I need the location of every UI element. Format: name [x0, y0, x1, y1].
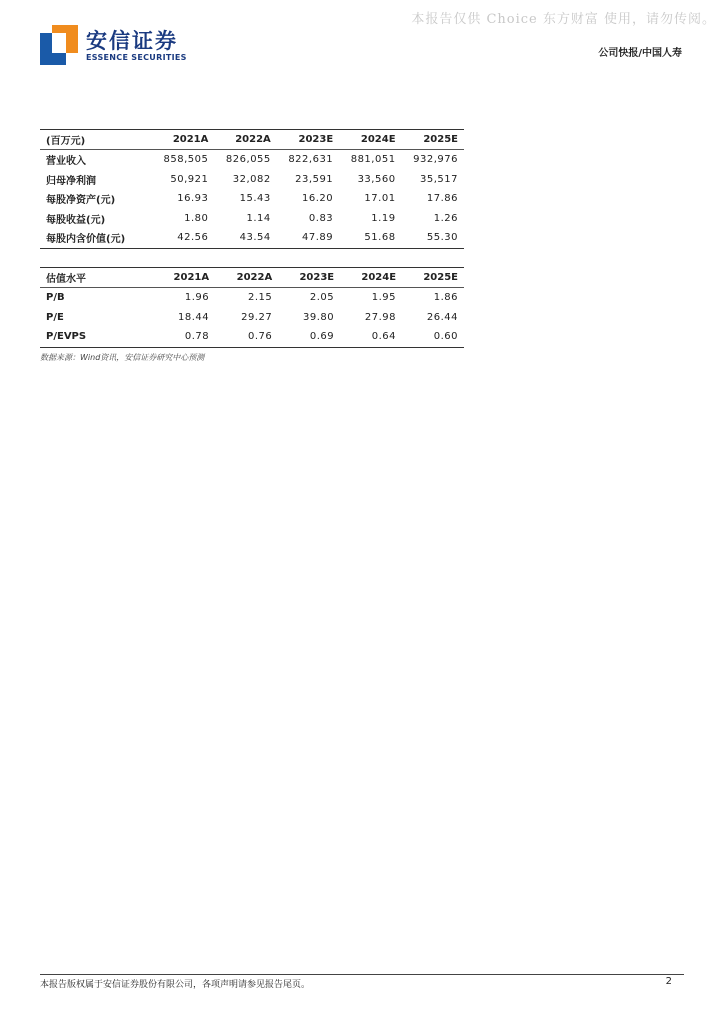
- table-header-cell: (百万元): [46, 136, 86, 147]
- table-row: [40, 308, 464, 328]
- table-cell: 858,505: [163, 154, 209, 166]
- row-label: P/E: [46, 311, 64, 323]
- table-cell: 1.95: [371, 292, 397, 304]
- table-header-cell: 2024E: [361, 272, 397, 283]
- table-header-cell: 2022A: [236, 272, 273, 283]
- table-header-row: [40, 130, 464, 150]
- table-header-cell: 2021A: [172, 134, 209, 145]
- report-section-title: 公司快报/中国人寿: [598, 48, 682, 59]
- table-cell: 0.83: [308, 212, 334, 224]
- table-row: [40, 209, 464, 229]
- table-cell: 2.05: [309, 292, 335, 304]
- table-cell: 826,055: [225, 154, 271, 166]
- table-cell: 47.89: [302, 232, 334, 244]
- table-row: [40, 327, 464, 347]
- row-label: 每股净资产(元): [46, 195, 116, 207]
- table-row: [40, 189, 464, 209]
- table-cell: 43.54: [239, 232, 271, 244]
- table-cell: 1.14: [246, 212, 271, 224]
- table-cell: 0.69: [309, 331, 335, 343]
- table-cell: 15.43: [239, 193, 271, 205]
- table-cell: 0.64: [371, 331, 397, 343]
- table-cell: 35,517: [420, 173, 458, 185]
- table-cell: 932,976: [413, 154, 458, 166]
- table-cell: 1.19: [371, 212, 396, 224]
- table-cell: 822,631: [288, 154, 334, 166]
- table-cell: 17.86: [426, 193, 458, 205]
- table-row: [40, 170, 464, 190]
- table-row: [40, 288, 464, 308]
- logo-chinese-name: 安信证券: [86, 29, 178, 53]
- table-cell: 1.80: [184, 212, 209, 224]
- table-cell: 0.76: [247, 331, 273, 343]
- table-cell: 1.26: [433, 212, 458, 224]
- table-cell: 2.15: [247, 292, 273, 304]
- table-cell: 1.96: [184, 292, 210, 304]
- table-cell: 29.27: [241, 311, 273, 323]
- footer-divider: [40, 974, 684, 975]
- table-header-cell: 2023E: [298, 134, 334, 145]
- table-header-cell: 2025E: [423, 134, 458, 145]
- watermark-text: 本报告仅供 Choice 东方财富 使用，请勿传阅。: [411, 12, 716, 27]
- page-number: 2: [665, 976, 672, 987]
- logo-english-name: ESSENCE SECURITIES: [86, 53, 187, 62]
- table-cell: 32,082: [232, 173, 271, 185]
- table-row: [40, 150, 464, 170]
- table-header-cell: 2022A: [235, 134, 271, 145]
- row-label: 每股收益(元): [46, 214, 106, 226]
- table-header-cell: 估值水平: [46, 274, 86, 285]
- table-cell: 33,560: [357, 173, 396, 185]
- logo-mark-icon: [40, 25, 78, 65]
- row-label: 营业收入: [46, 156, 86, 168]
- row-label: P/B: [46, 292, 65, 304]
- financial-forecast-table: [40, 129, 464, 249]
- table-header-cell: 2025E: [423, 272, 458, 283]
- row-label: P/EVPS: [46, 331, 87, 343]
- table-row: [40, 228, 464, 248]
- table-cell: 39.80: [302, 311, 335, 323]
- data-source-note: 数据来源：Wind资讯，安信证券研究中心预测: [40, 353, 205, 362]
- table-cell: 26.44: [426, 311, 458, 323]
- company-logo: [40, 25, 240, 65]
- table-header-cell: 2024E: [360, 134, 396, 145]
- table-cell: 18.44: [177, 311, 210, 323]
- table-cell: 17.01: [364, 193, 396, 205]
- table-cell: 55.30: [426, 232, 458, 244]
- table-header-cell: 2021A: [173, 272, 210, 283]
- table-cell: 42.56: [177, 232, 209, 244]
- table-header-row: [40, 268, 464, 288]
- table-header-cell: 2023E: [299, 272, 335, 283]
- table-cell: 0.60: [433, 331, 458, 343]
- row-label: 归母净利润: [46, 175, 96, 187]
- table-cell: 50,921: [170, 173, 209, 185]
- valuation-table: [40, 267, 464, 348]
- footer-disclaimer: 本报告版权属于安信证券股份有限公司，各项声明请参见报告尾页。: [40, 980, 311, 990]
- row-label: 每股内含价值(元): [46, 234, 126, 246]
- table-cell: 51.68: [364, 232, 396, 244]
- table-cell: 881,051: [350, 154, 396, 166]
- table-cell: 23,591: [295, 173, 334, 185]
- table-cell: 27.98: [364, 311, 397, 323]
- table-cell: 0.78: [184, 331, 210, 343]
- table-cell: 16.20: [302, 193, 334, 205]
- table-cell: 16.93: [177, 193, 209, 205]
- table-cell: 1.86: [433, 292, 458, 304]
